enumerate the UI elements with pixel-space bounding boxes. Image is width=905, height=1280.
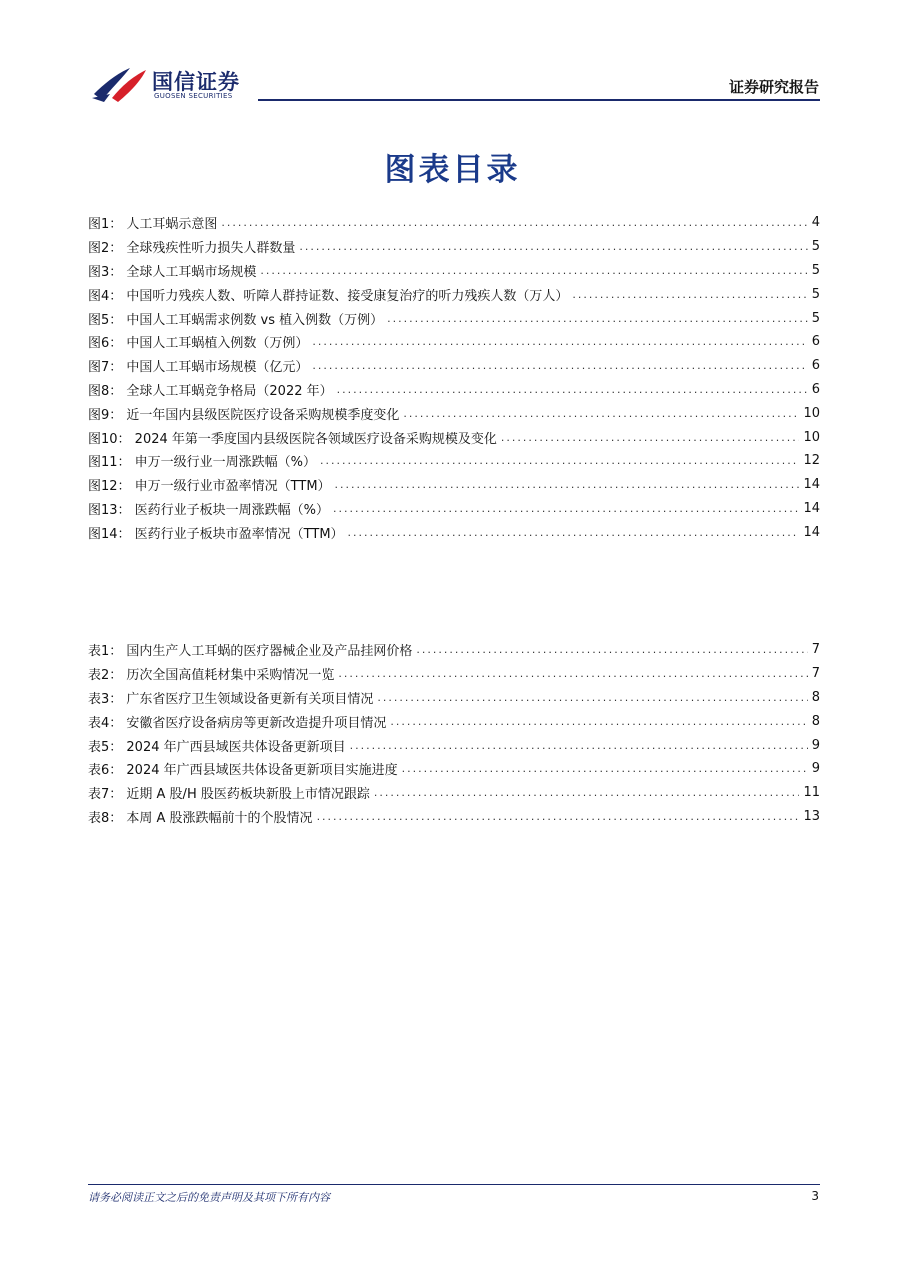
dot-leader	[377, 691, 807, 704]
dot-leader	[312, 335, 807, 348]
dot-leader	[337, 383, 808, 396]
dot-leader	[374, 786, 800, 799]
figure-entry-label: 图5： 中国人工耳蜗需求例数 vs 植入例数（万例）	[88, 312, 384, 328]
table-entry-page: 8	[811, 713, 820, 729]
figure-entry[interactable]	[88, 282, 820, 306]
dot-leader	[338, 667, 807, 680]
dot-leader	[320, 454, 799, 467]
table-entry[interactable]	[88, 781, 820, 805]
figure-list	[88, 211, 820, 544]
figure-entry-label: 图6： 中国人工耳蜗植入例数（万例）	[88, 336, 309, 352]
figure-entry-page: 12	[803, 453, 820, 469]
table-entry-label: 表7： 近期 A 股/H 股医药板块新股上市情况跟踪	[88, 787, 370, 803]
table-entry[interactable]	[88, 662, 820, 686]
table-entry-label: 表4： 安徽省医疗设备病房等更新改造提升项目情况	[88, 715, 387, 731]
guosen-logo	[90, 64, 250, 104]
dot-leader	[390, 715, 807, 728]
figure-entry-label: 图1： 人工耳蜗示意图	[88, 217, 218, 233]
figure-entry-label: 图12： 申万一级行业市盈率情况（TTM）	[88, 479, 331, 495]
figure-entry-page: 6	[811, 334, 820, 350]
table-entry-page: 7	[811, 666, 820, 682]
figure-entry[interactable]	[88, 330, 820, 354]
figure-entry[interactable]	[88, 497, 820, 521]
footer-divider	[88, 1184, 820, 1185]
table-entry-label: 表5： 2024 年广西县域医共体设备更新项目	[88, 739, 346, 755]
dot-leader	[348, 526, 800, 539]
figure-entry[interactable]	[88, 211, 820, 235]
figure-entry-page: 6	[811, 358, 820, 374]
figure-entry[interactable]	[88, 520, 820, 544]
table-entry[interactable]	[88, 686, 820, 710]
figure-entry[interactable]	[88, 473, 820, 497]
table-entry[interactable]	[88, 638, 820, 662]
dot-leader	[416, 643, 807, 656]
figure-entry-page: 14	[803, 500, 820, 516]
table-entry-label: 表1： 国内生产人工耳蜗的医疗器械企业及产品挂网价格	[88, 644, 413, 660]
dot-leader	[260, 264, 807, 277]
dot-leader	[299, 240, 807, 253]
table-entry-page: 8	[811, 689, 820, 705]
table-list	[88, 638, 820, 828]
table-entry-label: 表3： 广东省医疗卫生领域设备更新有关项目情况	[88, 691, 374, 707]
dot-leader	[317, 810, 800, 823]
page-title: 图表目录	[384, 152, 521, 188]
figure-entry-label: 图14： 医药行业子板块市盈率情况（TTM）	[88, 526, 344, 542]
figure-entry-label: 图9： 近一年国内县级医院医疗设备采购规模季度变化	[88, 407, 400, 423]
dot-leader	[312, 359, 807, 372]
logo-english-name: GUOSEN SECURITIES	[154, 92, 233, 100]
report-type-label: 证券研究报告	[728, 78, 819, 96]
page-header	[0, 0, 905, 110]
figure-entry-page: 6	[811, 381, 820, 397]
figure-entry-label: 图8： 全球人工耳蜗竞争格局（2022 年）	[88, 383, 333, 399]
dot-leader	[403, 407, 799, 420]
footer-disclaimer: 请务必阅读正文之后的免责声明及其项下所有内容	[88, 1191, 330, 1204]
figure-entry-page: 5	[811, 262, 820, 278]
table-entry-label: 表2： 历次全国高值耗材集中采购情况一览	[88, 668, 335, 684]
figure-entry[interactable]	[88, 259, 820, 283]
dot-leader	[402, 762, 808, 775]
figure-entry-label: 图11： 申万一级行业一周涨跌幅（%）	[88, 455, 317, 471]
page-number: 3	[811, 1189, 819, 1203]
figure-entry[interactable]	[88, 378, 820, 402]
figure-entry-page: 5	[811, 239, 820, 255]
logo-chinese-name: 国信证券	[152, 70, 240, 94]
table-entry-page: 13	[803, 808, 820, 824]
table-entry-page: 11	[803, 785, 820, 801]
figure-entry-label: 图3： 全球人工耳蜗市场规模	[88, 264, 257, 280]
table-entry-page: 9	[811, 761, 820, 777]
table-entry[interactable]	[88, 733, 820, 757]
figure-entry-page: 14	[803, 524, 820, 540]
figure-entry[interactable]	[88, 354, 820, 378]
table-entry-page: 9	[811, 737, 820, 753]
dot-leader	[387, 312, 808, 325]
figure-entry-label: 图2： 全球残疾性听力损失人群数量	[88, 241, 296, 257]
figure-entry[interactable]	[88, 401, 820, 425]
dot-leader	[221, 216, 807, 229]
figure-entry-label: 图13： 医药行业子板块一周涨跌幅（%）	[88, 502, 330, 518]
figure-entry-label: 图7： 中国人工耳蜗市场规模（亿元）	[88, 360, 309, 376]
dot-leader	[572, 288, 807, 301]
figure-entry[interactable]	[88, 425, 820, 449]
figure-entry[interactable]	[88, 235, 820, 259]
figure-entry[interactable]	[88, 306, 820, 330]
guosen-logo-mark-icon	[90, 64, 150, 104]
figure-entry-page: 4	[811, 215, 820, 231]
table-entry[interactable]	[88, 709, 820, 733]
dot-leader	[335, 478, 800, 491]
header-divider	[258, 99, 820, 101]
figure-entry-label: 图10： 2024 年第一季度国内县级医院各领域医疗设备采购规模及变化	[88, 431, 497, 447]
figure-entry-page: 14	[803, 477, 820, 493]
table-entry[interactable]	[88, 805, 820, 829]
figure-entry-page: 10	[803, 405, 820, 421]
figure-entry-page: 5	[811, 286, 820, 302]
dot-leader	[350, 739, 808, 752]
dot-leader	[333, 502, 799, 515]
table-entry[interactable]	[88, 757, 820, 781]
figure-entry-label: 图4： 中国听力残疾人数、听障人群持证数、接受康复治疗的听力残疾人数（万人）	[88, 288, 569, 304]
table-entry-label: 表8： 本周 A 股涨跌幅前十的个股情况	[88, 810, 313, 826]
figure-entry-page: 5	[811, 310, 820, 326]
table-entry-label: 表6： 2024 年广西县域医共体设备更新项目实施进度	[88, 763, 398, 779]
dot-leader	[501, 431, 800, 444]
figure-entry-page: 10	[803, 429, 820, 445]
figure-entry[interactable]	[88, 449, 820, 473]
table-entry-page: 7	[811, 642, 820, 658]
